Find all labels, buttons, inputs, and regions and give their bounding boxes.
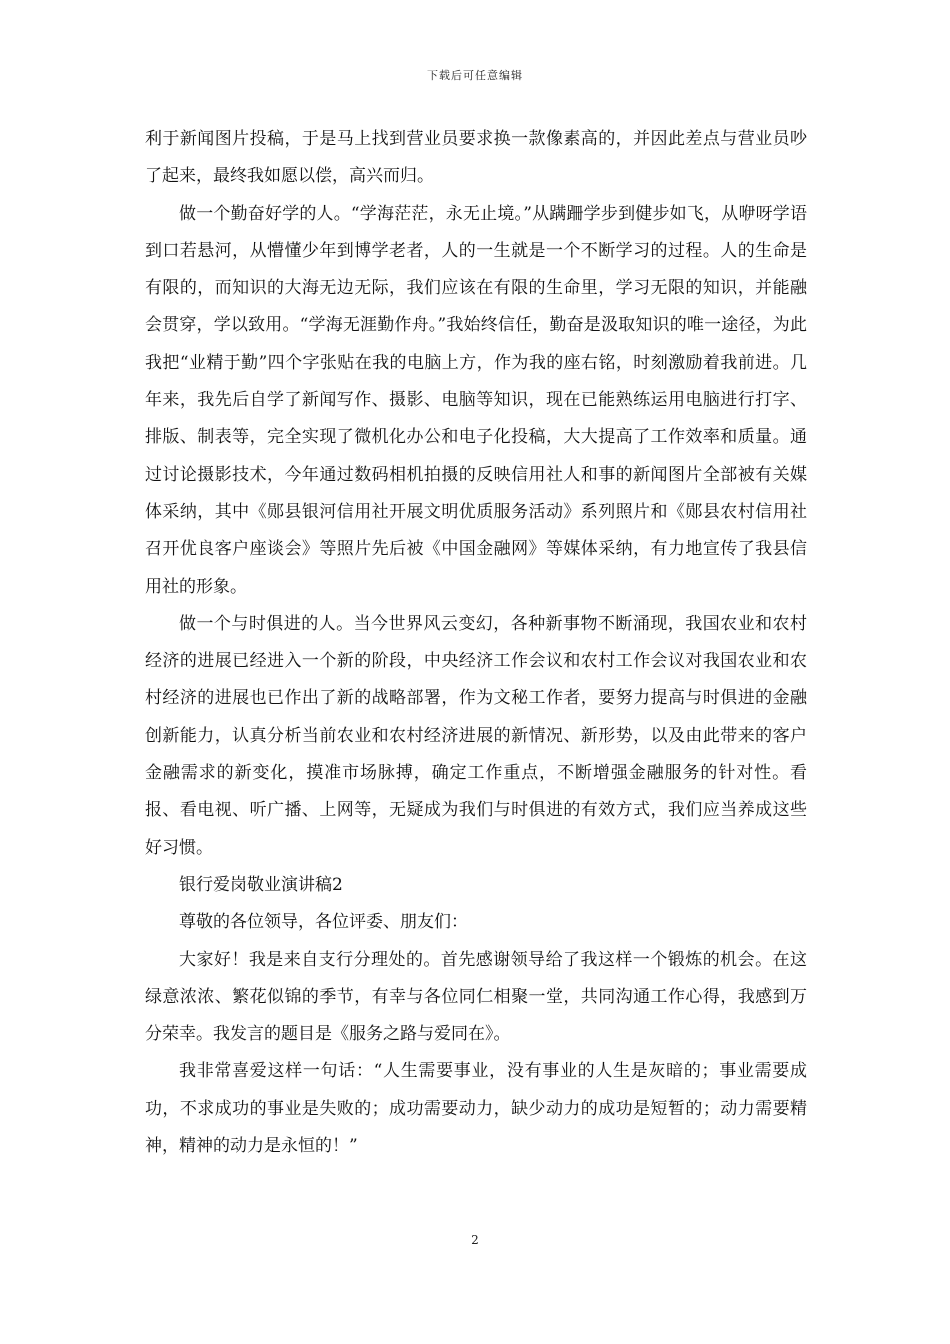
paragraph-greeting: 大家好！我是来自支行分理处的。首先感谢领导给了我这样一个锻炼的机会。在这绿意浓浓、繁花似锦的季节，有幸与各位同仁相聚一堂，共同沟通工作心得，我感到万分荣幸。我发言的题目是《服务之路与爱同在》。: [145, 949, 807, 1045]
page-header: 下载后可任意编辑: [427, 69, 523, 82]
speech-title: 银行爱岗敬业演讲稿2: [179, 874, 343, 895]
paragraph-diligent-learner: 做一个勤奋好学的人。“学海茫茫，永无止境。”从蹒跚学步到健步如飞，从咿呀学语到口若悬河，从懵懂少年到博学老者，人的一生就是一个不断学习的过程。人的生命是有限的，而知识的大海无边无际，我们应该在有限的生命里，学习无限的知识，并能融会贯穿，学以致用。“学海无涯勤作舟。”我始终信任，勤奋是汲取知识的唯一途径，为此我把“业精于勤”四个字张贴在我的电脑上方，作为我的座右铭，时刻激励着我前进。几年来，我先后自学了新闻写作、摄影、电脑等知识，现在已能熟练运用电脑进行打字、排版、制表等，完全实现了微机化办公和电子化投稿，大大提高了工作效率和质量。通过讨论摄影技术，今年通过数码相机拍摄的反映信用社人和事的新闻图片全部被有关媒体采纳，其中《郧县银河信用社开展文明优质服务活动》系列照片和《郧县农村信用社召开优良客户座谈会》等照片先后被《中国金融网》等媒体采纳，有力地宣传了我县信用社的形象。: [145, 203, 807, 597]
paragraph-favorite-quote: 我非常喜爱这样一句话：“人生需要事业，没有事业的人生是灰暗的；事业需要成功，不求成功的事业是失败的；成功需要动力，缺少动力的成功是短暂的；动力需要精神，精神的动力是永恒的！”: [145, 1061, 807, 1157]
document-body: [145, 121, 807, 1165]
paragraph-keep-pace-with-times: 做一个与时俱进的人。当今世界风云变幻，各种新事物不断涌现，我国农业和农村经济的进展已经进入一个新的阶段，中央经济工作会议和农村工作会议对我国农业和农村经济的进展也已作出了新的战略部署，作为文秘工作者，要努力提高与时俱进的金融创新能力，认真分析当前农业和农村经济进展的新情况、新形势，以及由此带来的客户金融需求的新变化，摸准市场脉搏，确定工作重点，不断增强金融服务的针对性。看报、看电视、听广播、上网等，无疑成为我们与时俱进的有效方式，我们应当养成这些好习惯。: [145, 613, 807, 858]
salutation: 尊敬的各位领导，各位评委、朋友们：: [179, 912, 468, 933]
paragraph-continuation: 利于新闻图片投稿，于是马上找到营业员要求换一款像素高的，并因此差点与营业员吵了起来，最终我如愿以偿，高兴而归。: [145, 129, 807, 187]
page-number: 2: [471, 1233, 479, 1247]
